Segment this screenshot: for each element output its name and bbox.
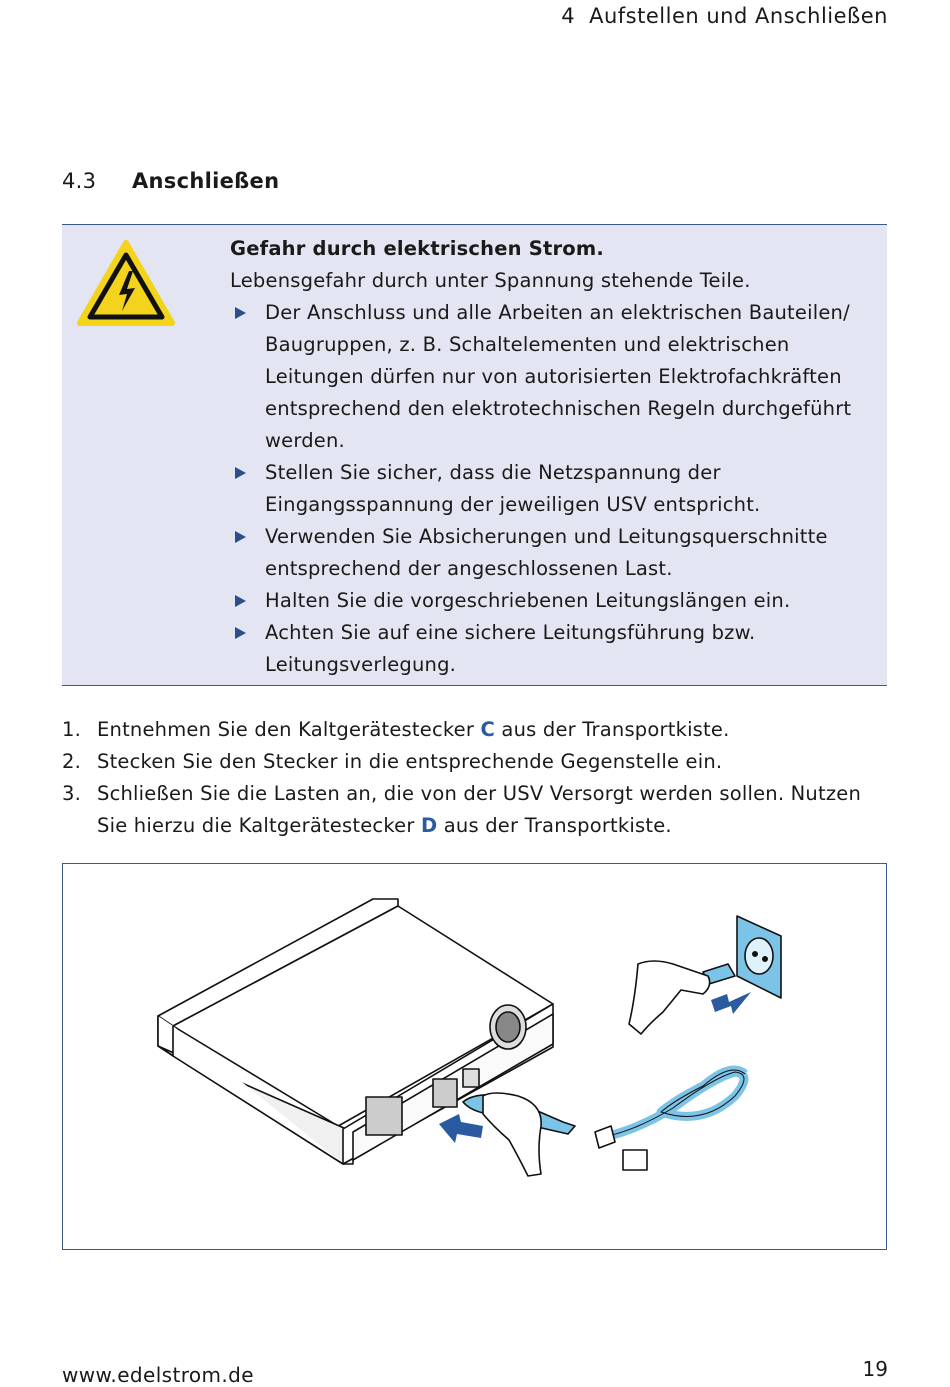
warning-list	[230, 297, 870, 681]
warning-title: Gefahr durch elektrischen Strom.	[230, 237, 605, 260]
warning-item: Der Anschluss und alle Arbeiten an elektrischen Bauteilen/ Baugruppen, z. B. Schaltelementen und elektrischen Leitungen dürfen nur von autorisierten Elektrofachkräften entsprechend den elektrotechnischen Regeln durchgeführt werden.	[230, 297, 870, 457]
warning-item: Achten Sie auf eine sichere Leitungsführung bzw. Leitungsverlegung.	[230, 617, 870, 681]
running-head	[561, 4, 888, 28]
triangle-bullet-icon	[235, 307, 246, 319]
step-item: 1. Entnehmen Sie den Kaltgerätestecker C aus der Transportkiste.	[62, 718, 730, 741]
chapter-number: 4	[561, 4, 576, 28]
footer-url: www.edelstrom.de	[62, 1363, 254, 1387]
triangle-bullet-icon	[235, 627, 246, 639]
section-title: Anschließen	[132, 169, 280, 193]
page-number: 19	[862, 1357, 888, 1381]
triangle-bullet-icon	[235, 467, 246, 479]
warning-item: Halten Sie die vorgeschriebenen Leitungslängen ein.	[230, 585, 870, 617]
section-heading	[62, 169, 279, 193]
chapter-title: Aufstellen und Anschließen	[589, 4, 888, 28]
step-item: 2. Stecken Sie den Stecker in die entsprechende Gegenstelle ein.	[62, 750, 723, 773]
danger-warning-box	[62, 224, 887, 686]
instruction-steps	[62, 714, 887, 842]
wall-socket	[737, 916, 781, 998]
high-voltage-warning-icon	[76, 239, 176, 329]
part-label-d: D	[420, 814, 438, 837]
warning-item: Verwenden Sie Absicherungen und Leitungsquerschnitte entsprechend der angeschlossenen Last.	[230, 521, 870, 585]
triangle-bullet-icon	[235, 531, 246, 543]
part-label-c: C	[480, 718, 496, 741]
triangle-bullet-icon	[235, 595, 246, 607]
section-number: 4.3	[62, 169, 97, 193]
warning-text	[230, 233, 870, 681]
warning-item: Stellen Sie sicher, dass die Netzspannung der Eingangsspannung der jeweiligen USV entspricht.	[230, 457, 870, 521]
warning-subtitle: Lebensgefahr durch unter Spannung stehende Teile.	[230, 269, 751, 292]
connection-illustration	[62, 863, 887, 1250]
illustration-svg	[63, 864, 885, 1248]
step-item: 3. Schließen Sie die Lasten an, die von der USV Versorgt werden sollen. Nutzen Sie hierzu die Kaltgerätestecker D aus der Transportkiste.	[62, 782, 862, 837]
power-cable-coil	[595, 1070, 745, 1170]
